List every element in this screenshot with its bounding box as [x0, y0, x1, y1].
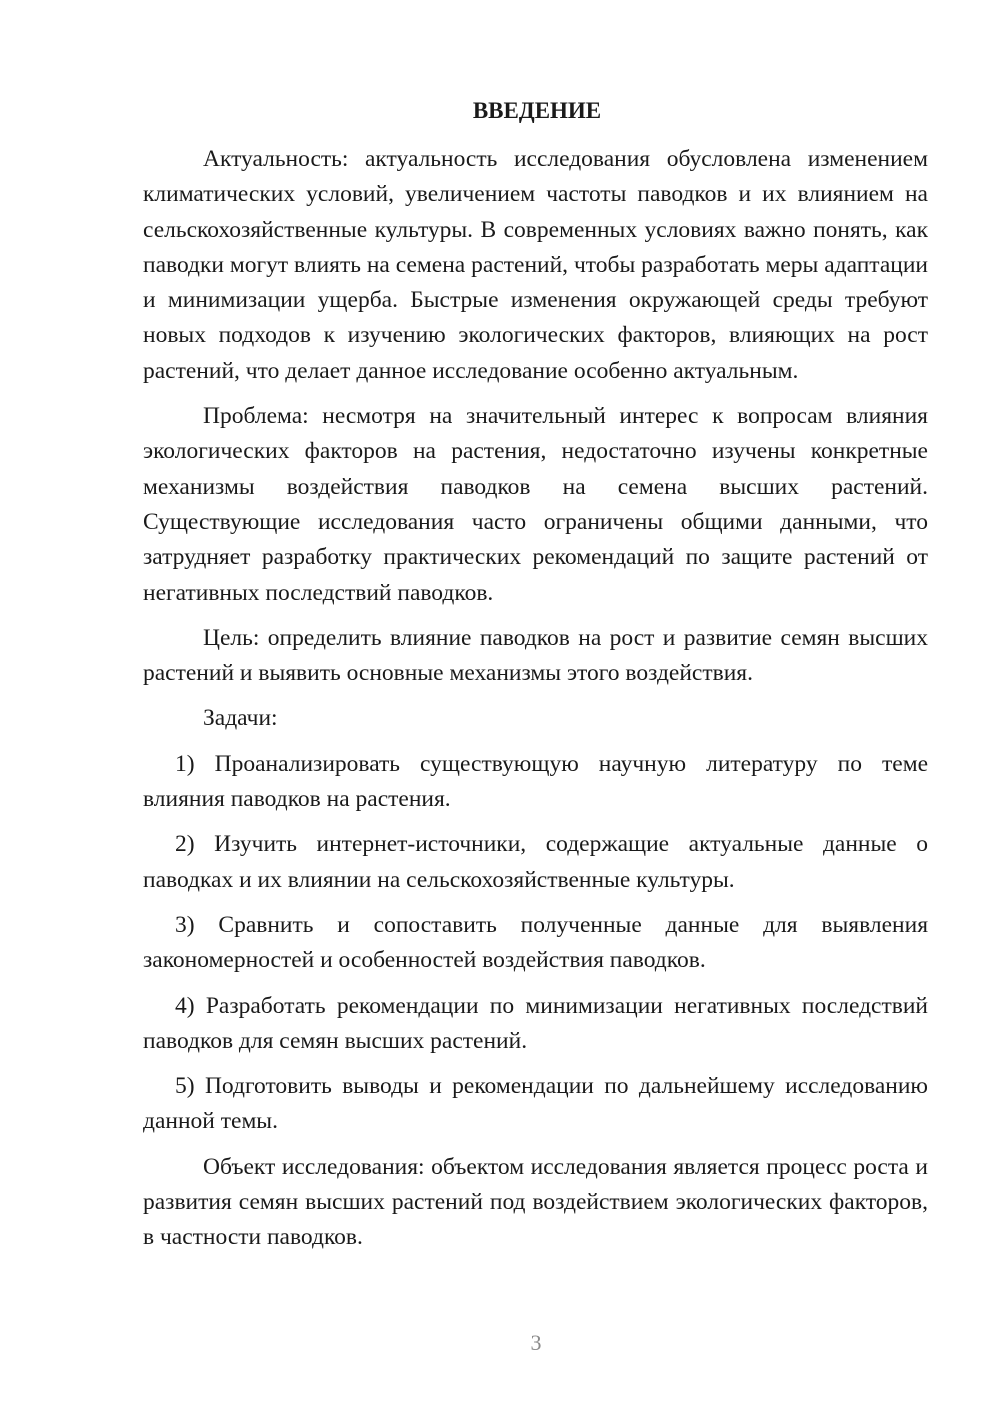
task-text: Изучить интернет-источники, содержащие актуальные данные о паводках и их влиянии на сельскохозяйственные культуры.: [143, 831, 929, 893]
paragraph-relevance: Актуальность: актуальность исследования обусловлена изменением климатических условий, увеличением частоты паводков и их влиянием на сельскохозяйственные культуры. В современных условиях важно понять, как паводки могут влиять на семена растений, чтобы разработать меры адаптации и минимизации ущерба. Быстрые изменения окружающей среды требуют новых подходов к изучению экологических факторов, влияющих на рост растений, что делает данное исследование особенно актуальным.: [143, 146, 928, 384]
task-text: Проанализировать существующую научную литературу по теме влияния паводков на растения.: [143, 750, 929, 813]
task-number: 4): [175, 992, 195, 1019]
task-text: Разработать рекомендации по минимизации негативных последствий паводков для семян высших растений.: [143, 992, 928, 1054]
page-content: [143, 93, 928, 1266]
task-text: Сравнить и сопоставить полученные данные для выявления закономерностей и особенностей воздействия паводков.: [143, 911, 928, 974]
task-item: [143, 908, 928, 979]
task-text: Подготовить выводы и рекомендации по дальнейшему исследованию данной темы.: [143, 1073, 928, 1135]
task-number: 2): [175, 831, 195, 858]
paragraph-goal: Цель: определить влияние паводков на рост и развитие семян высших растений и выявить основные механизмы этого воздействия.: [143, 624, 928, 687]
task-item: [143, 989, 928, 1060]
paragraph-object: Объект исследования: объектом исследования является процесс роста и развития семян высших растений под воздействием экологических факторов, в частности паводков.: [143, 1153, 928, 1251]
task-item: [143, 747, 928, 818]
task-item: [143, 827, 928, 898]
page-number: 3: [530, 1330, 542, 1355]
task-number: 3): [175, 911, 195, 938]
task-item: [143, 1069, 928, 1140]
task-number: 5): [175, 1073, 195, 1100]
paragraph-problem: Проблема: несмотря на значительный интерес к вопросам влияния экологических факторов на растения, недостаточно изучены конкретные механизмы воздействия паводков на семена высших растений. Существующие исследования часто ограничены общими данными, что затрудняет разработку практических рекомендаций по защите растений от негативных последствий паводков.: [143, 403, 928, 606]
tasks-heading: Задачи:: [203, 705, 278, 732]
page-title: ВВЕДЕНИЕ: [472, 98, 602, 123]
task-number: 1): [175, 750, 195, 777]
